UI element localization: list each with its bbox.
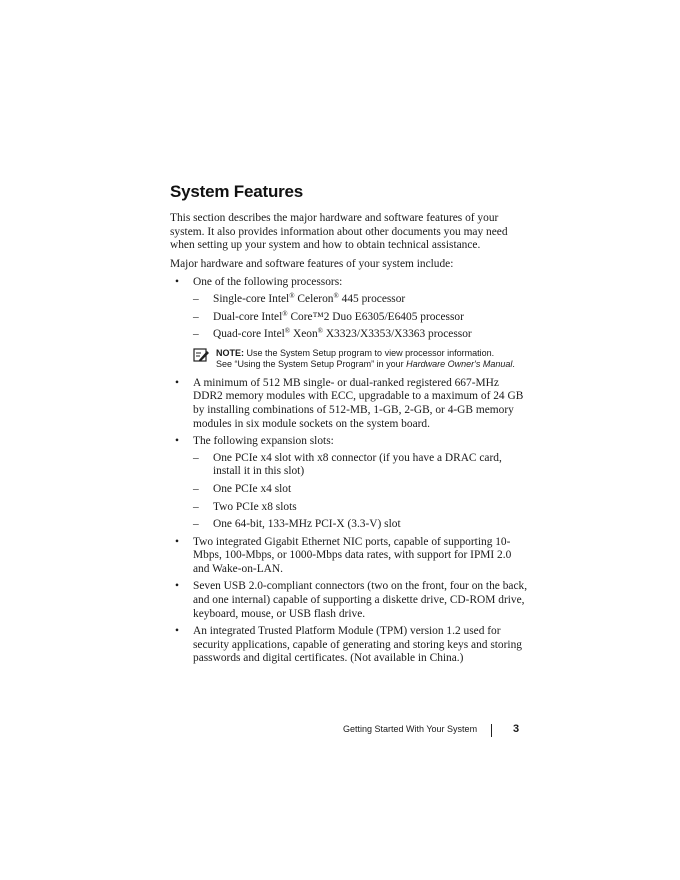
expansion-item: – One PCIe x4 slot with x8 connector (if you have a DRAC card, install it in this slot): [193, 452, 530, 479]
processors-text: One of the following processors:: [193, 276, 343, 289]
expansion-item: – One 64-bit, 133-MHz PCI-X (3.3-V) slot: [193, 518, 530, 532]
registered-mark: ®: [289, 291, 295, 300]
page-content: [170, 182, 530, 670]
section-title: System Features: [170, 182, 304, 201]
feature-memory: • A minimum of 512 MB single- or dual-ranked registered 667-MHz DDR2 memory modules with ECC, upgradable to a maximum of 24 GB by installing combinations of 512-MB, 1-GB, 2-GB, or 4-GB memory modules in six module sockets on the system board.: [170, 377, 530, 431]
processor-item: – Dual-core Intel® Core™2 Duo E6305/E6405 processor: [193, 311, 530, 325]
expansion-list: [193, 452, 530, 532]
manual-title: Hardware Owner's Manual: [406, 359, 513, 370]
note-text: NOTE: Use the System Setup program to view processor information. See “Using the System Setup Program” in your Hardware Owner's Manual.: [216, 347, 515, 370]
expansion-item: – Two PCIe x8 slots: [193, 501, 530, 515]
feature-list: [170, 276, 530, 666]
feature-usb: • Seven USB 2.0-compliant connectors (two on the front, four on the back, and one internal) capable of supporting a diskette drive, CD-ROM drive, keyboard, mouse, or USB flash drive.: [170, 580, 530, 621]
expansion-item: – One PCIe x4 slot: [193, 483, 530, 497]
note-label: NOTE:: [216, 347, 244, 358]
registered-mark: ®: [282, 309, 288, 318]
expansion-text: The following expansion slots:: [193, 435, 334, 448]
registered-mark: ®: [284, 327, 291, 336]
intro-paragraph: This section describes the major hardware and software features of your system. It also provides information about other documents you may need when setting up your system and how to obtain technical assistance.: [170, 212, 508, 252]
registered-mark: ®: [317, 327, 323, 336]
page-number: 3: [513, 723, 520, 735]
processor-note: [193, 348, 530, 371]
footer-title: Getting Started With Your System: [343, 724, 478, 734]
processor-item: – Single-core Intel® Celeron® 445 processor: [193, 293, 530, 307]
page-footer: [343, 724, 523, 738]
feature-tpm: • An integrated Trusted Platform Module (TPM) version 1.2 used for security applications, capable of generating and storing keys and storing passwords and digital certificates. (Not available in China.): [170, 625, 530, 666]
feature-processors: [170, 276, 530, 370]
feature-nic: • Two integrated Gigabit Ethernet NIC ports, capable of supporting 10-Mbps, 100-Mbps, or 1000-Mbps data rates, with support for IPMI 2.0 and Wake-on-LAN.: [170, 536, 530, 577]
processor-list: [193, 293, 530, 342]
pencil-note-icon: [193, 348, 209, 362]
features-lead: Major hardware and software features of your system include:: [170, 257, 454, 270]
feature-expansion: [170, 435, 530, 532]
registered-mark: ®: [333, 291, 339, 300]
processor-item: – Quad-core Intel® Xeon® X3323/X3353/X3363 processor: [193, 328, 530, 342]
footer-divider: [491, 724, 492, 737]
